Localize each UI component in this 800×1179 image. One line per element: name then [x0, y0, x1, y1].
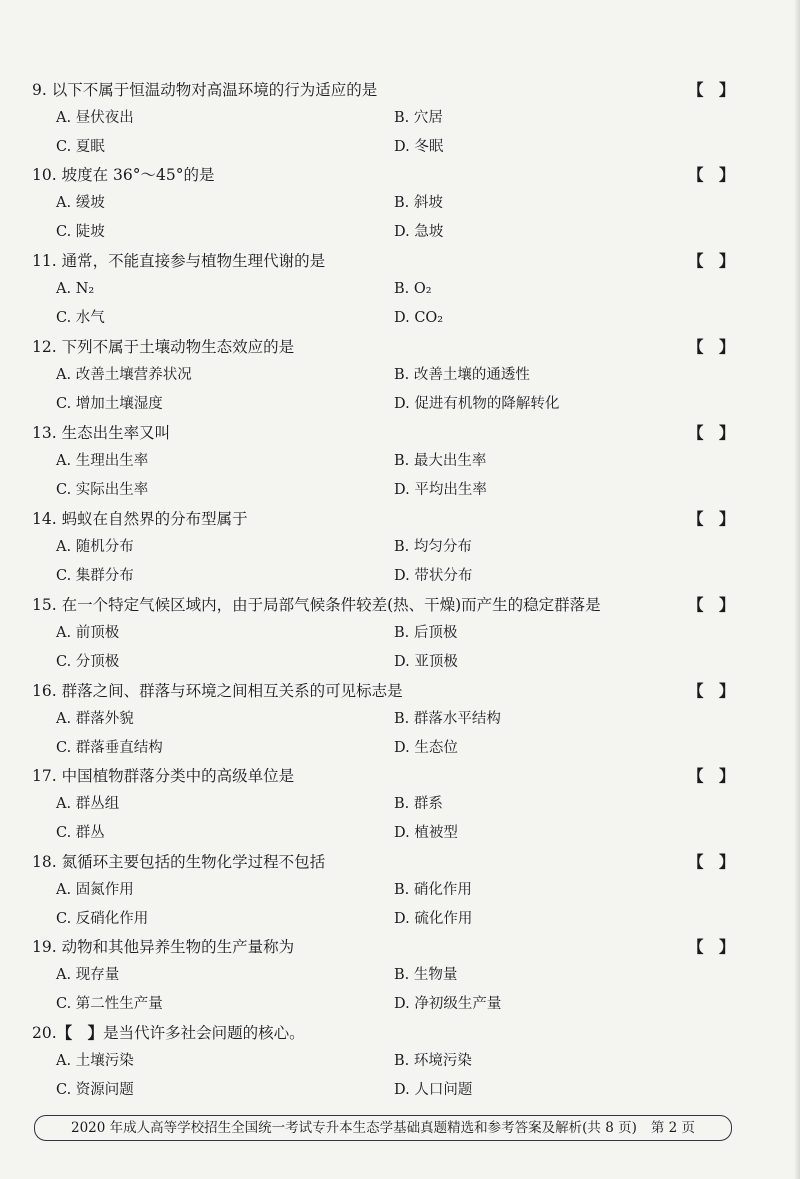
question-stem: 15. 在一个特定气候区域内，由于局部气候条件较差(热、干燥)而产生的稳定群落是 — [32, 596, 601, 614]
footer-title: 2020 年成人高等学校招生全国统一考试专升本生态学基础真题精选和参考答案及解析(共 8 页) — [70, 1120, 637, 1136]
option-a: A. 缓坡 — [56, 195, 105, 211]
question-14 — [32, 509, 762, 595]
option-c: C. 资源问题 — [56, 1082, 134, 1098]
option-c: C. 水气 — [56, 310, 105, 326]
option-a: A. 土壤污染 — [56, 1053, 134, 1069]
question-stem: 12. 下列不属于土壤动物生态效应的是 — [32, 338, 295, 356]
answer-bracket[interactable]: 【 】 — [688, 80, 735, 99]
answer-bracket[interactable]: 【 】 — [688, 337, 735, 356]
option-d: D. 带状分布 — [394, 568, 473, 584]
question-stem: 9. 以下不属于恒温动物对高温环境的行为适应的是 — [32, 81, 378, 99]
option-b: B. 群系 — [394, 796, 443, 812]
answer-bracket[interactable]: 【 】 — [688, 509, 735, 528]
option-a: A. 改善土壤营养状况 — [56, 367, 192, 383]
question-stem: 13. 生态出生率又叫 — [32, 424, 171, 442]
question-stem: 18. 氮循环主要包括的生物化学过程不包括 — [32, 853, 326, 871]
option-a: A. 群丛组 — [56, 796, 120, 812]
answer-bracket[interactable]: 【 】 — [688, 423, 735, 442]
answer-bracket[interactable]: 【 】 — [688, 681, 735, 700]
question-10 — [32, 165, 762, 251]
option-a: A. 固氮作用 — [56, 882, 134, 898]
question-stem — [32, 1023, 305, 1043]
option-b: B. 斜坡 — [394, 195, 443, 211]
option-a: A. 现存量 — [56, 967, 120, 983]
answer-bracket[interactable]: 【 】 — [688, 766, 735, 785]
option-c: C. 集群分布 — [56, 568, 134, 584]
option-b: B. 硝化作用 — [394, 882, 472, 898]
question-16 — [32, 681, 762, 767]
option-c: C. 群丛 — [56, 825, 105, 841]
answer-bracket[interactable]: 【 】 — [56, 1023, 104, 1042]
option-d: D. 冬眠 — [394, 139, 444, 155]
option-c: C. 群落垂直结构 — [56, 740, 163, 756]
question-stem: 17. 中国植物群落分类中的高级单位是 — [32, 767, 295, 785]
option-b: B. 改善土壤的通透性 — [394, 367, 530, 383]
question-13 — [32, 423, 762, 509]
option-d: D. 促进有机物的降解转化 — [394, 396, 560, 412]
option-d: D. 亚顶极 — [394, 654, 458, 670]
question-20 — [32, 1023, 762, 1109]
option-d: D. 生态位 — [394, 740, 458, 756]
option-c: C. 陡坡 — [56, 224, 105, 240]
question-stem: 16. 群落之间、群落与环境之间相互关系的可见标志是 — [32, 682, 403, 700]
question-stem: 14. 蚂蚁在自然界的分布型属于 — [32, 510, 248, 528]
option-d: D. 平均出生率 — [394, 482, 487, 498]
option-a: A. 前顶极 — [56, 625, 120, 641]
option-d: D. 人口问题 — [394, 1082, 473, 1098]
option-b: B. O₂ — [394, 281, 432, 297]
option-c: C. 反硝化作用 — [56, 911, 149, 927]
page-footer — [34, 1115, 732, 1141]
option-b: B. 均匀分布 — [394, 539, 472, 555]
option-d: D. CO₂ — [394, 310, 444, 326]
option-b: B. 群落水平结构 — [394, 711, 501, 727]
option-b: B. 后顶极 — [394, 625, 458, 641]
option-c: C. 夏眠 — [56, 139, 105, 155]
answer-bracket[interactable]: 【 】 — [688, 595, 735, 614]
answer-bracket[interactable]: 【 】 — [688, 251, 735, 270]
option-c: C. 分顶极 — [56, 654, 120, 670]
question-12 — [32, 337, 762, 423]
option-d: D. 植被型 — [394, 825, 458, 841]
question-15 — [32, 595, 762, 681]
question-number: 20. — [32, 1024, 57, 1042]
answer-bracket[interactable]: 【 】 — [688, 165, 735, 184]
option-c: C. 实际出生率 — [56, 482, 149, 498]
option-a: A. N₂ — [56, 281, 95, 297]
option-b: B. 穴居 — [394, 110, 443, 126]
option-b: B. 最大出生率 — [394, 453, 487, 469]
option-b: B. 环境污染 — [394, 1053, 472, 1069]
question-stem: 11. 通常，不能直接参与植物生理代谢的是 — [32, 252, 326, 270]
scan-edge-shadow — [794, 0, 800, 1179]
question-stem-text: 是当代许多社会问题的核心。 — [103, 1024, 305, 1042]
answer-bracket[interactable]: 【 】 — [688, 852, 735, 871]
question-19 — [32, 937, 762, 1023]
option-a: A. 昼伏夜出 — [56, 110, 134, 126]
question-11 — [32, 251, 762, 337]
page-number: 第 2 页 — [650, 1120, 696, 1136]
question-stem: 19. 动物和其他异养生物的生产量称为 — [32, 938, 295, 956]
option-c: C. 第二性生产量 — [56, 996, 163, 1012]
option-a: A. 随机分布 — [56, 539, 134, 555]
answer-bracket[interactable]: 【 】 — [688, 937, 735, 956]
option-b: B. 生物量 — [394, 967, 458, 983]
option-d: D. 硫化作用 — [394, 911, 473, 927]
option-d: D. 净初级生产量 — [394, 996, 502, 1012]
question-17 — [32, 766, 762, 852]
option-a: A. 群落外貌 — [56, 711, 134, 727]
question-18 — [32, 852, 762, 938]
option-a: A. 生理出生率 — [56, 453, 149, 469]
option-c: C. 增加土壤湿度 — [56, 396, 163, 412]
question-stem: 10. 坡度在 36°～45°的是 — [32, 166, 215, 184]
question-9 — [32, 80, 762, 166]
option-d: D. 急坡 — [394, 224, 444, 240]
